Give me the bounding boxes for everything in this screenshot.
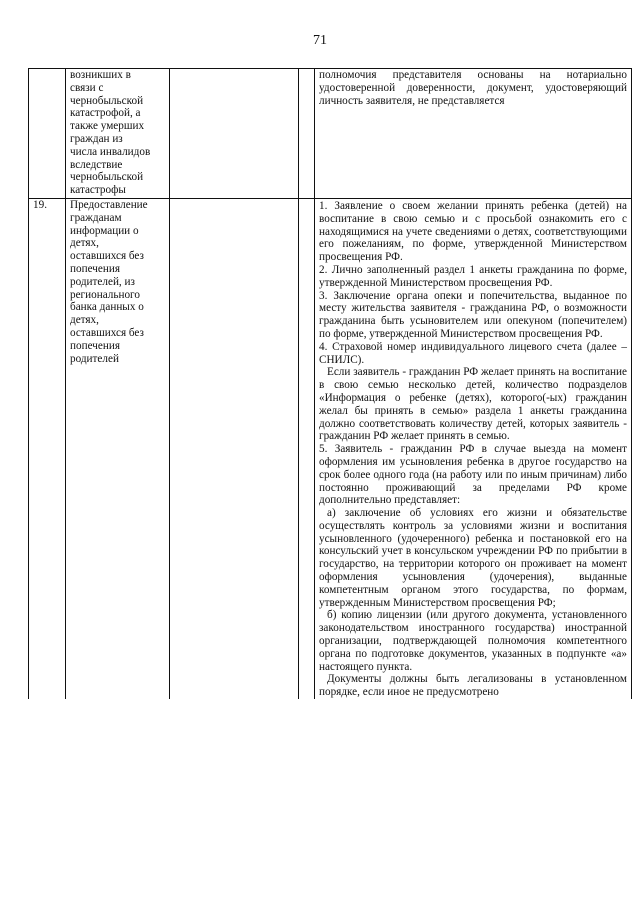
service-name: Предоставление гражданам информации о детях, оставшихся без попечения родителей, из регионального банка данных о детях, оставшихся без попечения родителей: [70, 198, 148, 365]
empty-cell: [299, 69, 315, 199]
empty-cell: [170, 69, 299, 199]
row-number-cell: [29, 69, 66, 199]
document-paragraph: Документы должны быть легализованы в установленном порядке, если иное не предусмотрено: [319, 673, 627, 699]
empty-cell: [299, 198, 315, 699]
service-name-cell: [66, 198, 170, 699]
table-row: [29, 69, 632, 199]
documents-cell: [315, 198, 632, 699]
table-row: [29, 198, 632, 699]
document-paragraph: 5. Заявитель - гражданин РФ в случае выезда на момент оформления им усыновления ребенка в другое государство на срок более одного года (на работу или по иным причинам) либо постоянно проживающий за пределами РФ кроме дополнительно представляет:: [319, 443, 627, 507]
documents-cell: [315, 69, 632, 199]
empty-cell: [170, 198, 299, 699]
document-paragraph: 1. Заявление о своем желании принять ребенка (детей) на воспитание в свою семью и с просьбой ознакомить его с находящимися на учете сведениями о детях, соответствующими его пожеланиям, по форме, утвержденной Министерством просвещения РФ.: [319, 199, 627, 264]
document-paragraph: полномочия представителя основаны на нотариально удостоверенной доверенности, документ, удостоверяющий личность заявителя, не представляется: [319, 69, 627, 107]
document-paragraph: 4. Страховой номер индивидуального лицевого счета (далее – СНИЛС).: [319, 340, 627, 366]
document-paragraph: 3. Заключение органа опеки и попечительства, выданное по месту жительства заявителя - гражданина РФ, о возможности гражданина быть усыновителем или опекуном (попечителем) по форме, утвержденной Министерством просвещения РФ.: [319, 289, 627, 340]
document-paragraph: б) копию лицензии (или другого документа, установленного законодательством иностранного государства) иностранной организации, подтверждающей полномочия компетентного органа по подготовке документов, указанных в подпункте «а» настоящего пункта.: [319, 609, 627, 673]
service-name: возникших в связи с чернобыльской катастрофой, а также умерших граждан из числа инвалидов вследствие чернобыльской катастрофы: [70, 69, 151, 197]
row-number-cell: 19.: [29, 198, 66, 699]
service-name-cell: [66, 69, 170, 199]
page-number: 71: [313, 33, 327, 48]
document-paragraph: Если заявитель - гражданин РФ желает принять на воспитание в свою семью несколько детей, количество подразделов «Информация о ребенке (детях), которого(-ых) гражданин желал бы принять в семью» раздела 1 анкеты гражданина должно соответствовать количеству детей, которых заявитель - гражданин РФ желает принять в семью.: [319, 366, 627, 443]
document-paragraph: 2. Лично заполненный раздел 1 анкеты гражданина по форме, утвержденной Министерством просвещения РФ.: [319, 263, 627, 289]
document-paragraph: а) заключение об условиях его жизни и обязательстве осуществлять контроль за условиями жизни и воспитания усыновленного (удочеренного) ребенка и постановкой его на консульский учет в консульском учреждении РФ по прибытии в государство, на территории которого он проживает на момент оформления усыновления (удочерения), выданные компетентным органом этого государства, по формам, утвержденным Министерством просвещения РФ;: [319, 507, 627, 609]
services-table: [28, 68, 632, 699]
